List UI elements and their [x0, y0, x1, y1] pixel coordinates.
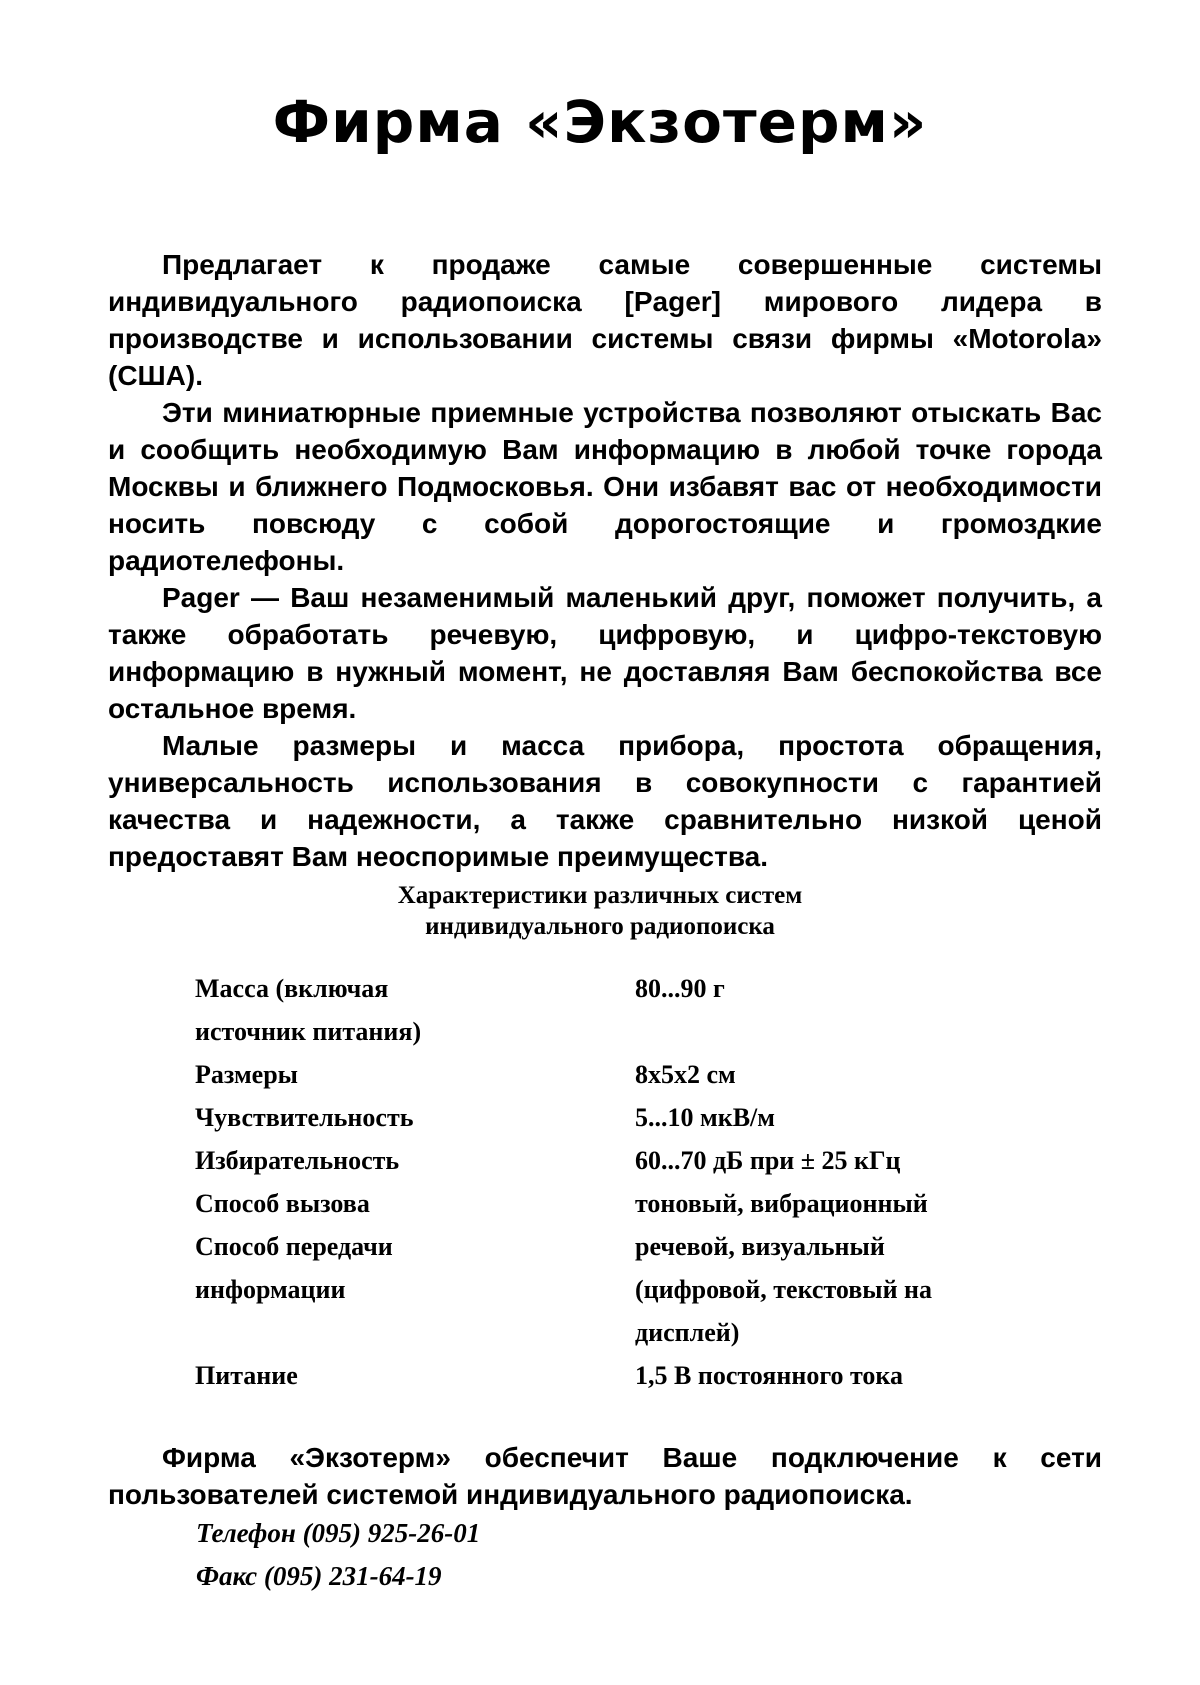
- table-row: [195, 1354, 1035, 1397]
- specs-table: [195, 967, 1035, 1397]
- spec-value-line: дисплей): [635, 1318, 740, 1347]
- intro-paragraph: Pager — Ваш незаменимый маленький друг, поможет получить, а также обработать речевую, цифровую, и цифро-текстовую информацию в нужный момент, не доставляя Вам беспокойства все остальное время.: [108, 582, 1102, 724]
- specs-heading-line: Характеристики различных систем: [397, 882, 803, 909]
- spec-value-line: 5...10 мкВ/м: [635, 1103, 775, 1132]
- specs-heading-line: индивидуального радиопоиска: [425, 913, 775, 940]
- spec-value-line: тоновый, вибрационный: [635, 1189, 928, 1218]
- contact-block: [196, 1512, 480, 1598]
- spec-property: [195, 1053, 635, 1096]
- spec-property-line: Масса (включая: [195, 974, 389, 1003]
- spec-value: [635, 1096, 1035, 1139]
- spec-property: [195, 967, 635, 1053]
- spec-property-line: источник питания): [195, 1017, 422, 1046]
- table-row: [195, 1182, 1035, 1225]
- spec-property-line: Способ передачи: [195, 1232, 393, 1261]
- specs-heading: [0, 880, 1200, 942]
- spec-property-line: Чувствительность: [195, 1103, 414, 1132]
- spec-value: [635, 1053, 1035, 1096]
- intro-paragraph: Эти миниатюрные приемные устройства позволяют отыскать Вас и сообщить необходимую Вам информацию в любой точке города Москвы и ближнего Подмосковья. Они избавят вас от необходимости носить повсюду с собой дорогостоящие и громоздкие радиотелефоны.: [108, 397, 1102, 576]
- spec-property-line: информации: [195, 1275, 346, 1304]
- fax-number: Факс (095) 231-64-19: [196, 1561, 442, 1591]
- table-row: [195, 967, 1035, 1053]
- closing-paragraph: Фирма «Экзотерм» обеспечит Ваше подключение к сети пользователей системой индивидуального радиопоиска.: [108, 1442, 1102, 1510]
- spec-value: [635, 1354, 1035, 1397]
- spec-value-line: 80...90 г: [635, 974, 725, 1003]
- spec-property: [195, 1096, 635, 1139]
- closing-text: [108, 1439, 1102, 1513]
- table-row: [195, 1053, 1035, 1096]
- spec-value-line: 1,5 В постоянного тока: [635, 1361, 903, 1390]
- intro-text: [108, 246, 1102, 875]
- phone-number: Телефон (095) 925-26-01: [196, 1518, 481, 1548]
- table-row: [195, 1225, 1035, 1354]
- spec-property-line: Избирательность: [195, 1146, 400, 1175]
- spec-value-line: речевой, визуальный: [635, 1232, 885, 1261]
- spec-value: [635, 1182, 1035, 1225]
- spec-value: [635, 1225, 1035, 1354]
- intro-paragraph: Малые размеры и масса прибора, простота обращения, универсальность использования в совокупности с гарантией качества и надежности, а также сравнительно низкой ценой предоставят Вам неоспоримые преимущества.: [108, 730, 1102, 872]
- spec-value: [635, 1139, 1035, 1182]
- spec-value: [635, 967, 1035, 1053]
- spec-property: [195, 1139, 635, 1182]
- page-title: Фирма «Экзотерм»: [272, 88, 928, 156]
- spec-value-line: 8x5x2 см: [635, 1060, 736, 1089]
- spec-property-line: Питание: [195, 1361, 298, 1390]
- spec-value-line: 60...70 дБ при ± 25 кГц: [635, 1146, 901, 1175]
- spec-property: [195, 1225, 635, 1354]
- table-row: [195, 1139, 1035, 1182]
- spec-property-line: Способ вызова: [195, 1189, 370, 1218]
- spec-property-line: Размеры: [195, 1060, 298, 1089]
- table-row: [195, 1096, 1035, 1139]
- spec-property: [195, 1354, 635, 1397]
- spec-value-line: (цифровой, текстовый на: [635, 1275, 933, 1304]
- spec-property: [195, 1182, 635, 1225]
- intro-paragraph: Предлагает к продаже самые совершенные системы индивидуального радиопоиска [Pager] мирового лидера в производстве и использовании системы связи фирмы «Motorola» (США).: [108, 249, 1102, 391]
